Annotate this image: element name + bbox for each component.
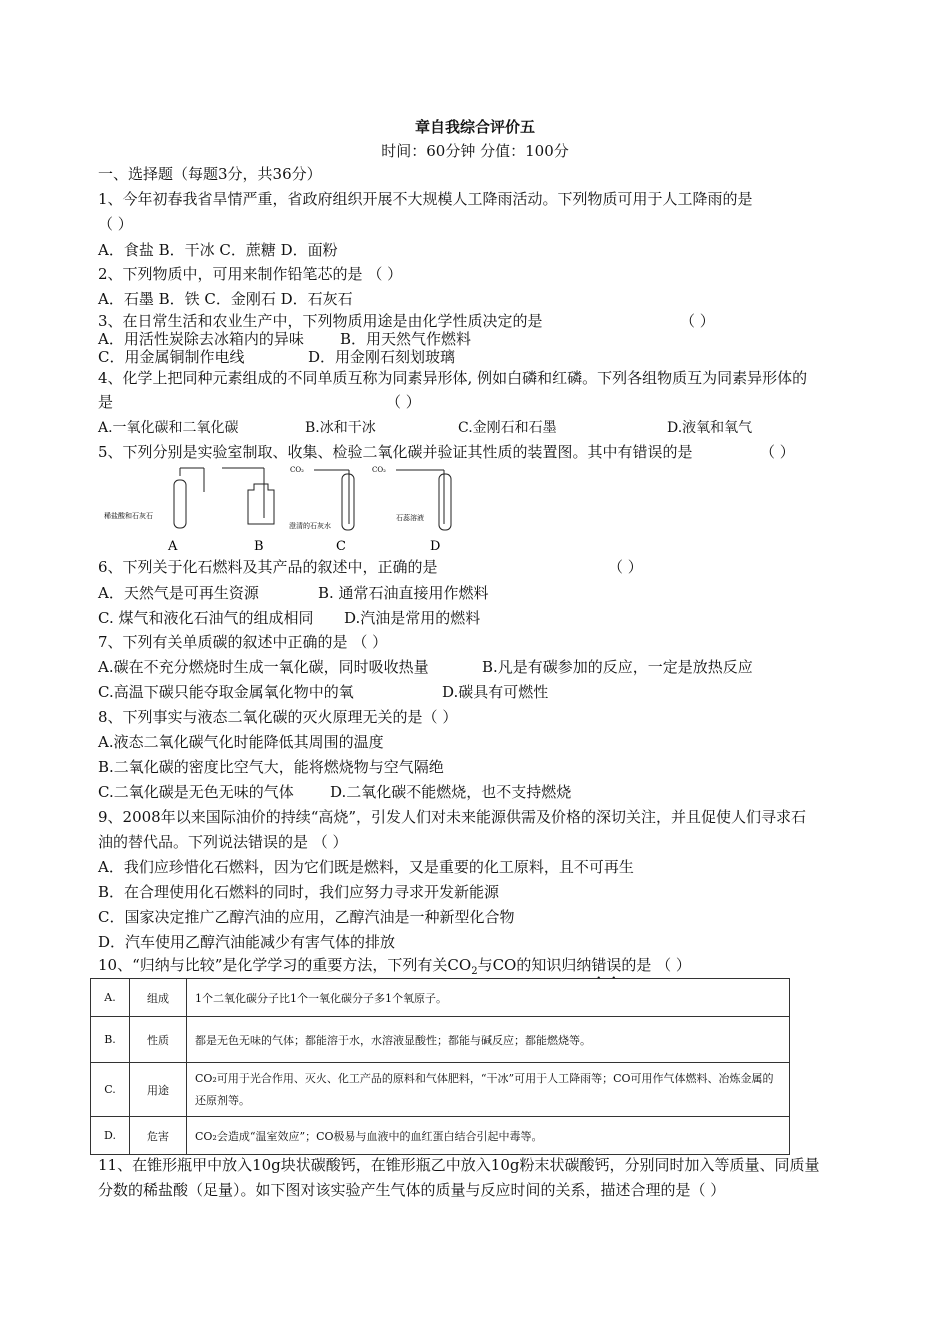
row-key: A. xyxy=(91,979,130,1017)
figure-text-d: 石蕊溶液 xyxy=(396,514,424,522)
question-5-stem: 5、下列分别是实验室制取、收集、检验二氧化碳并验证其性质的装置图。其中有错误的是 xyxy=(98,443,693,461)
question-3-option-a: A．用活性炭除去冰箱内的异味 xyxy=(98,330,304,348)
page-title: 章自我综合评价五 xyxy=(414,118,535,136)
question-8-option-b: B.二氧化碳的密度比空气大，能将燃烧物与空气隔绝 xyxy=(98,758,444,776)
question-7-option-d: D.碳具有可燃性 xyxy=(442,683,549,701)
question-4-paren: （ ） xyxy=(386,393,421,411)
question-6-option-d: D.汽油是常用的燃料 xyxy=(344,609,481,627)
question-4-stem-cont: 是 xyxy=(98,393,114,411)
question-2-options: A．石墨 B．铁 C．金刚石 D．石灰石 xyxy=(98,290,353,308)
q10-stem-a: 10、“归纳与比较”是化学学习的重要方法，下列有关CO xyxy=(98,956,472,974)
question-7-option-b: B.凡是有碳参加的反应，一定是放热反应 xyxy=(482,658,753,676)
row-detail: 1个二氧化碳分子比1个一氧化碳分子多1个氧原子。 xyxy=(187,979,790,1017)
exam-info: 时间：60分钟 分值：100分 xyxy=(381,142,569,160)
question-4-option-d: D.液氧和氧气 xyxy=(667,420,753,436)
table-row xyxy=(91,1017,790,1063)
figure-label-c: C xyxy=(336,539,346,554)
question-10-stem: 10、“归纳与比较”是化学学习的重要方法，下列有关$CO_2$与CO的知识归纳错误的是 （ ） xyxy=(98,956,691,977)
q10-table xyxy=(90,978,790,1155)
figure-text-a: 稀盐酸和石灰石 xyxy=(104,512,153,520)
question-3-option-d: D．用金刚石刻划玻璃 xyxy=(308,348,456,366)
question-6-option-a: A．天然气是可再生资源 xyxy=(98,584,259,602)
table-row xyxy=(91,1117,790,1155)
question-1-stem: 1、今年初春我省旱情严重，省政府组织开展不大规模人工降雨活动。下列物质可用于人工降雨的是 xyxy=(98,190,753,208)
question-6-paren: （ ） xyxy=(608,558,643,576)
section-heading: 一、选择题（每题3分，共36分） xyxy=(98,165,322,183)
row-detail: CO₂可用于光合作用、灭火、化工产品的原料和气体肥料，“干冰”可用于人工降雨等；CO可用作气体燃料、冶炼金属的还原剂等。 xyxy=(187,1063,790,1117)
question-1-paren: （ ） xyxy=(98,215,133,233)
row-key: C. xyxy=(91,1063,130,1117)
question-9-option-b: B．在合理使用化石燃料的同时，我们应努力寻求开发新能源 xyxy=(98,883,500,901)
question-4-option-c: C.金刚石和石墨 xyxy=(458,420,557,436)
figure-label-d: D xyxy=(430,539,441,554)
row-detail: 都是无色无味的气体；都能溶于水，水溶液显酸性；都能与碱反应；都能燃烧等。 xyxy=(187,1017,790,1063)
question-8-stem: 8、下列事实与液态二氧化碳的灭火原理无关的是（ ） xyxy=(98,708,458,726)
question-8-option-a: A.液态二氧化碳气化时能降低其周围的温度 xyxy=(98,733,384,751)
question-3-option-c: C．用金属铜制作电线 xyxy=(98,348,245,366)
question-6-option-b: B. 通常石油直接用作燃料 xyxy=(318,584,489,602)
q10-stem-c: 的是 （ ） xyxy=(621,956,691,974)
q10-emphasis: 错误 xyxy=(591,956,622,974)
question-8-option-d: D.二氧化碳不能燃烧，也不支持燃烧 xyxy=(330,783,572,801)
question-4-option-a: A.一氧化碳和二氧化碳 xyxy=(98,420,239,436)
row-key: B. xyxy=(91,1017,130,1063)
question-3-paren: （ ） xyxy=(680,312,715,330)
question-6-option-c: C. 煤气和液化石油气的组成相同 xyxy=(98,609,314,627)
question-7-stem: 7、下列有关单质碳的叙述中正确的是 （ ） xyxy=(98,633,388,651)
question-9-option-c: C．国家决定推广乙醇汽油的应用，乙醇汽油是一种新型化合物 xyxy=(98,908,515,926)
question-2-stem: 2、下列物质中，可用来制作铅笔芯的是 （ ） xyxy=(98,265,403,283)
q10-stem-b: 与CO的知识归纳 xyxy=(477,956,592,974)
row-topic: 用途 xyxy=(130,1063,187,1117)
row-detail: CO₂会造成“温室效应”；CO极易与血液中的血红蛋白结合引起中毒等。 xyxy=(187,1117,790,1155)
figure-text-c: 澄清的石灰水 xyxy=(289,522,331,530)
row-topic: 危害 xyxy=(130,1117,187,1155)
table-row xyxy=(91,1063,790,1117)
row-topic: 性质 xyxy=(130,1017,187,1063)
question-7-option-a: A.碳在不充分燃烧时生成一氧化碳，同时吸收热量 xyxy=(98,658,429,676)
question-5-paren: （ ） xyxy=(760,443,795,461)
question-3-stem: 3、在日常生活和农业生产中，下列物质用途是由化学性质决定的是 xyxy=(98,312,543,330)
question-11-stem-cont: 分数的稀盐酸（足量）。如下图对该实验产生气体的质量与反应时间的关系，描述合理的是（ ） xyxy=(98,1181,726,1199)
question-1-options: A．食盐 B．干冰 C．蔗糖 D．面粉 xyxy=(98,241,338,259)
figure-text-co2-d: CO₂ xyxy=(372,466,386,474)
row-key: D. xyxy=(91,1117,130,1155)
question-11-stem: 11、在锥形瓶甲中放入10g块状碳酸钙，在锥形瓶乙中放入10g粉末状碳酸钙，分别同时加入等质量、同质量 xyxy=(98,1156,820,1174)
question-4-stem: 4、化学上把同种元素组成的不同单质互称为同素异形体, 例如白磷和红磷。下列各组物质互为同素异形体的 xyxy=(98,369,808,387)
question-7-option-c: C.高温下碳只能夺取金属氧化物中的氧 xyxy=(98,683,354,701)
question-9-option-d: D．汽车使用乙醇汽油能减少有害气体的排放 xyxy=(98,933,396,951)
apparatus-figure xyxy=(104,462,474,562)
question-3-option-b: B．用天然气作燃料 xyxy=(340,330,472,348)
row-topic: 组成 xyxy=(130,979,187,1017)
question-9-option-a: A．我们应珍惜化石燃料，因为它们既是燃料，又是重要的化工原料，且不可再生 xyxy=(98,858,634,876)
question-9-stem: 9、2008年以来国际油价的持续“高烧”，引发人们对未来能源供需及价格的深切关注，并且促使人们寻求石 xyxy=(98,808,807,826)
question-4-option-b: B.冰和干冰 xyxy=(305,420,376,436)
question-6-stem: 6、下列关于化石燃料及其产品的叙述中，正确的是 xyxy=(98,558,438,576)
figure-text-co2-c: CO₂ xyxy=(290,466,304,474)
table-row xyxy=(91,979,790,1017)
question-9-stem-cont: 油的替代品。下列说法错误的是 （ ） xyxy=(98,833,348,851)
question-8-option-c: C.二氧化碳是无色无味的气体 xyxy=(98,783,294,801)
figure-label-a: A xyxy=(168,539,178,554)
figure-label-b: B xyxy=(254,539,264,554)
